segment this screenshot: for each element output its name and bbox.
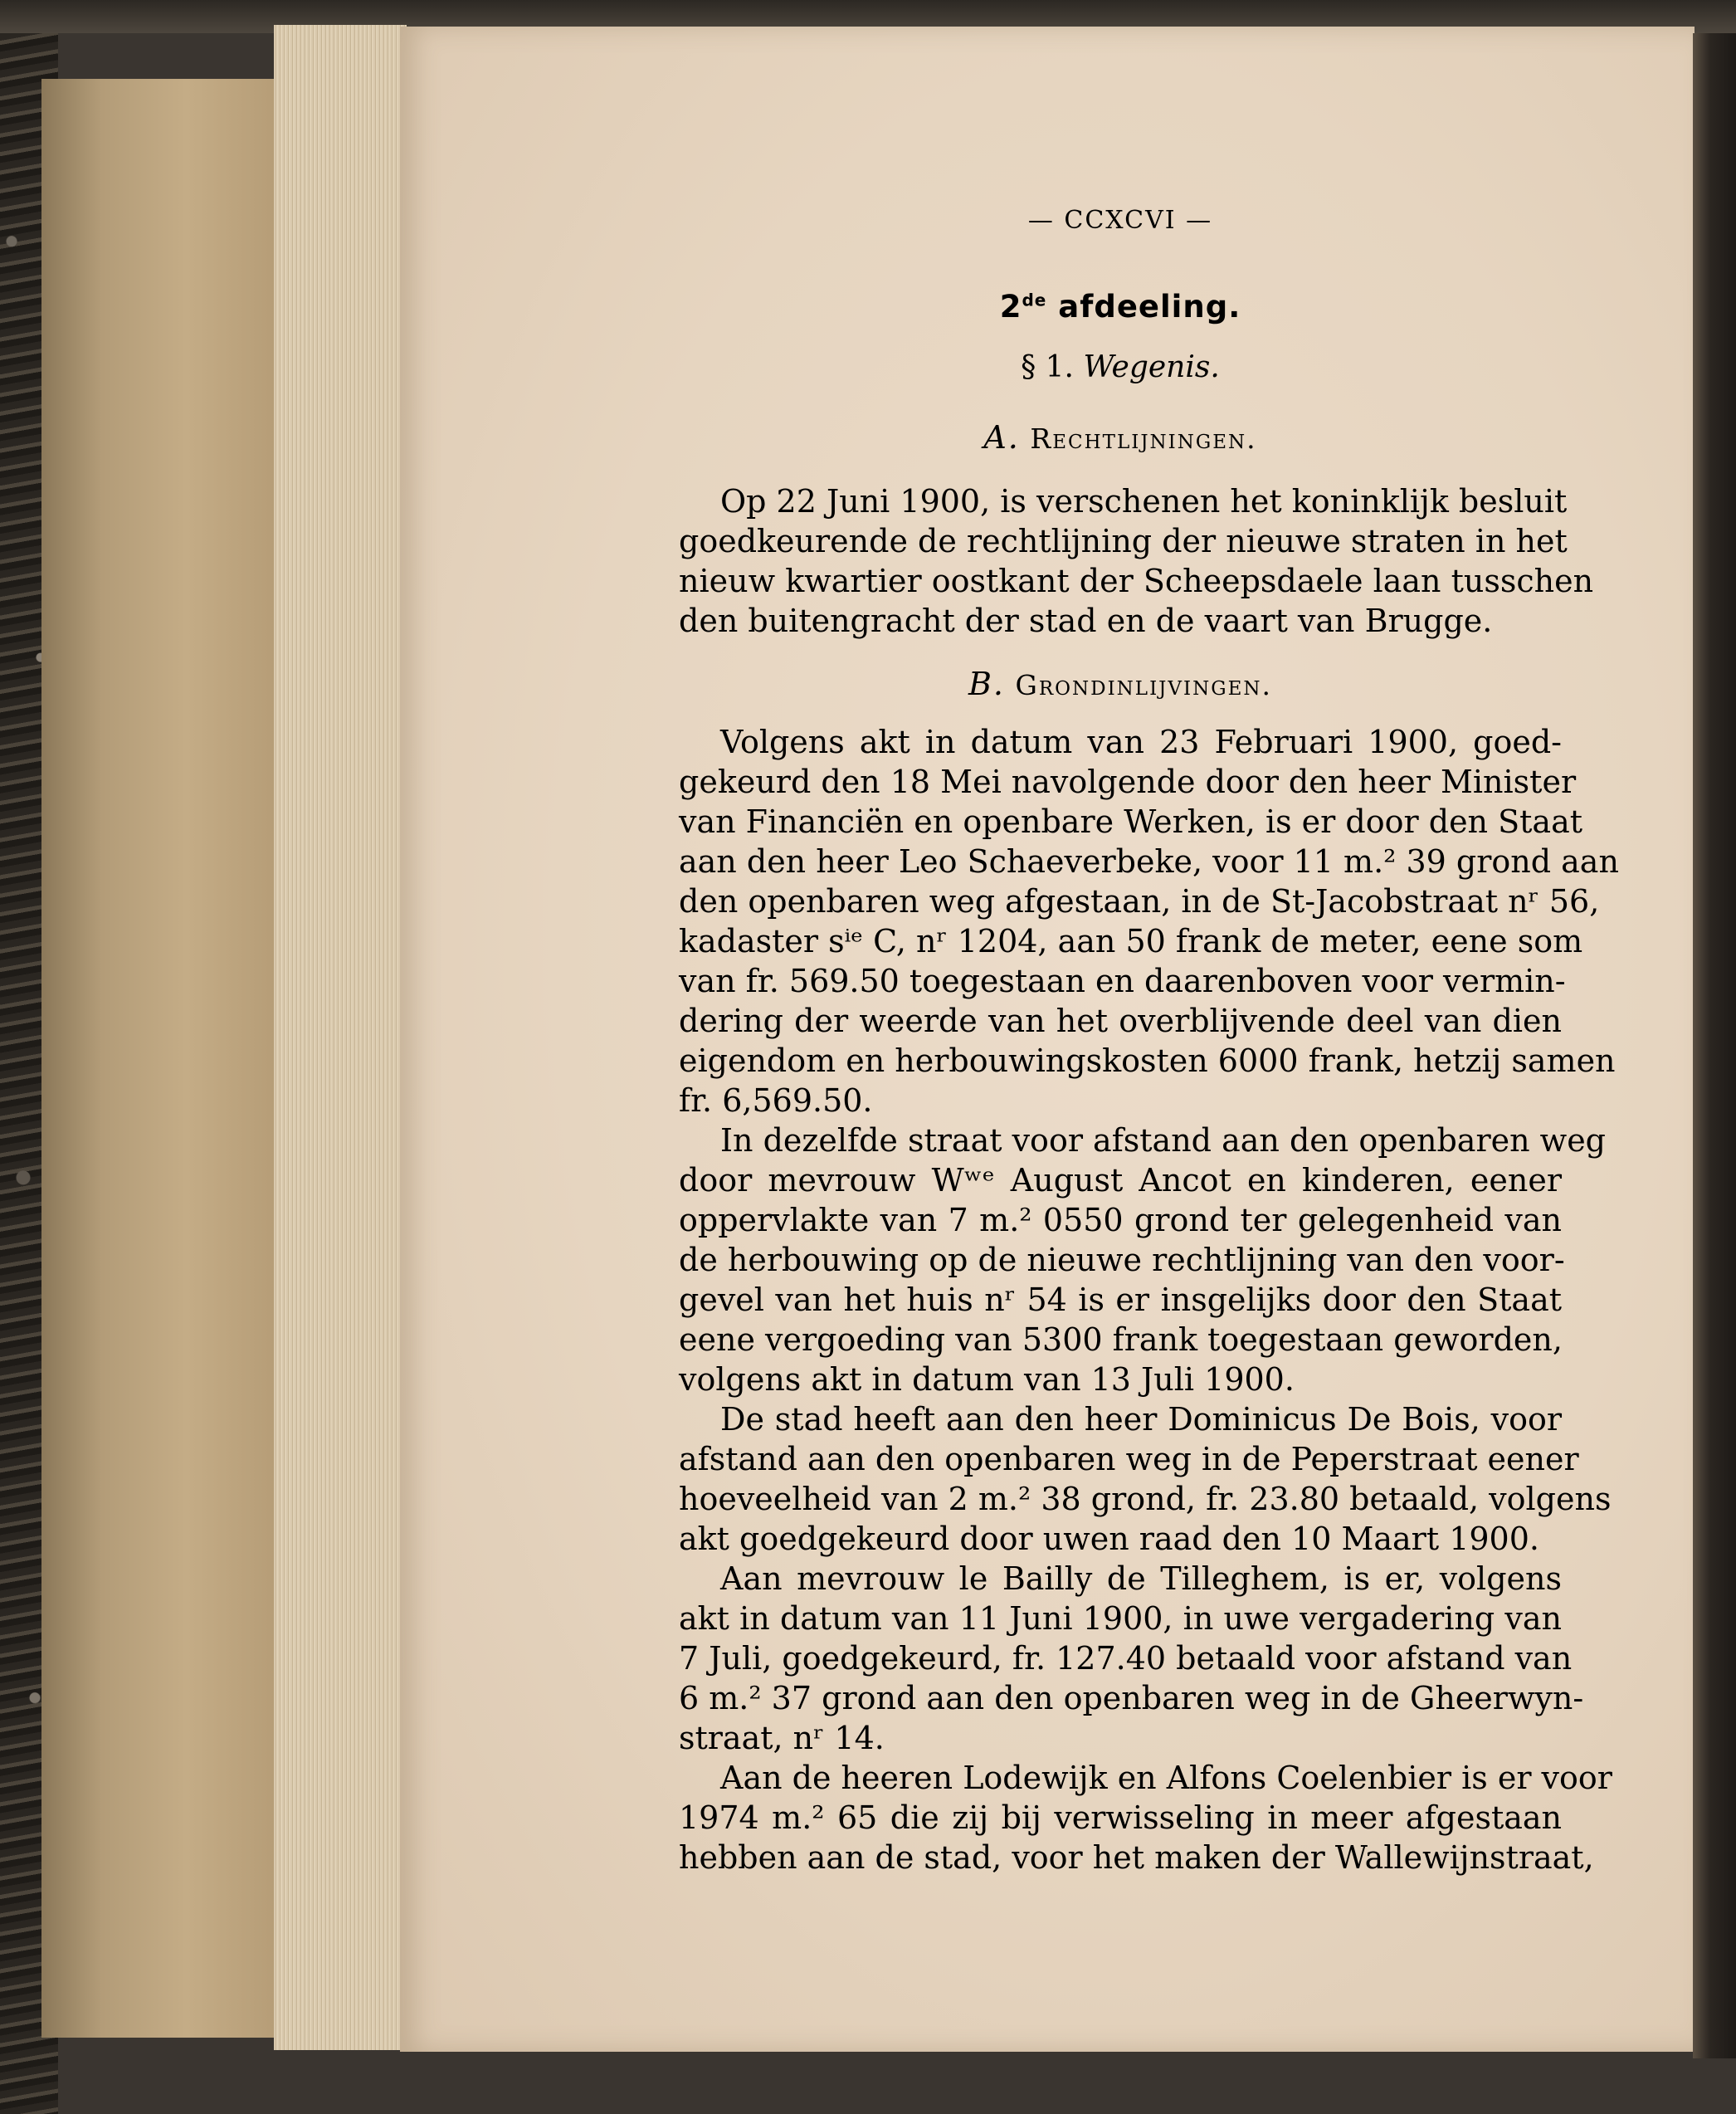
paragraph-3: [679, 1120, 1607, 1399]
heading-b-letter: B.: [968, 666, 1005, 702]
text-line: gevel van het huis nʳ 54 is er insgelijks door den Staat: [679, 1282, 1562, 1318]
text-line: 1974 m.² 65 die zij bij verwisseling in meer afgestaan: [679, 1799, 1562, 1836]
text-line: den openbaren weg afgestaan, in de St-Jacobstraat nʳ 56,: [679, 883, 1600, 920]
heading-a-text: Rechtlijningen.: [1030, 422, 1257, 455]
text-line: fr. 6,569.50.: [679, 1082, 873, 1119]
section-title: [679, 289, 1562, 325]
book-gutter: [1693, 33, 1736, 2058]
text-line: door mevrouw Wʷᵉ August Ancot en kinderen, eener: [679, 1162, 1562, 1199]
text-line: De stad heeft aan den heer Dominicus De Bois, voor: [720, 1401, 1562, 1438]
text-line: akt goedgekeurd door uwen raad den 10 Maart 1900.: [679, 1521, 1539, 1557]
text-line: eene vergoeding van 5300 frank toegestaan geworden,: [679, 1321, 1563, 1358]
book-spine-edge: [41, 79, 282, 2038]
text-line: goedkeurende de rechtlijning der nieuwe straten in het: [679, 523, 1568, 559]
text-line: oppervlakte van 7 m.² 0550 grond ter gelegenheid van: [679, 1202, 1562, 1238]
section-title-superscript: de: [1022, 290, 1047, 310]
text-line: 7 Juli, goedgekeurd, fr. 127.40 betaald voor afstand van: [679, 1640, 1573, 1677]
heading-a: [679, 419, 1562, 456]
text-line: dering der weerde van het overblijvende deel van dien: [679, 1003, 1562, 1039]
paragraph-6: [679, 1758, 1612, 1877]
text-line: den buitengracht der stad en de vaart van Brugge.: [679, 603, 1493, 639]
text-line: In dezelfde straat voor afstand aan den openbaren weg: [720, 1122, 1607, 1159]
text-line: gekeurd den 18 Mei navolgende door den heer Minister: [679, 764, 1577, 800]
text-line: Op 22 Juni 1900, is verschenen het koninklijk besluit: [720, 483, 1568, 520]
text-line: straat, nʳ 14.: [679, 1720, 885, 1756]
section-title-text: afdeeling.: [1058, 289, 1241, 325]
text-line: akt in datum van 11 Juni 1900, in uwe vergadering van: [679, 1600, 1562, 1637]
heading-b: [679, 666, 1562, 702]
text-line: afstand aan den openbaren weg in de Peperstraat eener: [679, 1441, 1579, 1477]
page-stack-edge: [274, 25, 407, 2050]
running-head: — CCXCVI —: [1027, 206, 1213, 235]
heading-a-letter: A.: [983, 419, 1020, 456]
text-line: volgens akt in datum van 13 Juli 1900.: [679, 1361, 1295, 1398]
heading-b-text: Grondinlijvingen.: [1015, 669, 1272, 701]
text-line: eigendom en herbouwingskosten 6000 frank, hetzij samen: [679, 1042, 1616, 1079]
text-line: van fr. 569.50 toegestaan en daarenboven voor vermin-: [679, 963, 1566, 999]
subsection-number: § 1.: [1021, 350, 1074, 384]
subsection-title: Wegenis.: [1083, 350, 1220, 384]
section-title-number: 2: [999, 289, 1022, 325]
paragraph-1: [679, 481, 1594, 641]
text-line: 6 m.² 37 grond aan den openbaren weg in de Gheerwyn-: [679, 1680, 1584, 1716]
text-line: de herbouwing op de nieuwe rechtlijning van den voor-: [679, 1242, 1565, 1278]
text-line: aan den heer Leo Schaeverbeke, voor 11 m.² 39 grond aan: [679, 843, 1619, 880]
subsection-heading: [679, 350, 1562, 384]
text-line: van Financiën en openbare Werken, is er door den Staat: [679, 803, 1582, 840]
paragraph-2: [679, 722, 1619, 1120]
text-line: kadaster sⁱᵉ C, nʳ 1204, aan 50 frank de meter, eene som: [679, 923, 1583, 959]
text-line: nieuw kwartier oostkant der Scheepsdaele laan tusschen: [679, 563, 1594, 599]
text-line: Aan mevrouw le Bailly de Tilleghem, is er, volgens: [720, 1560, 1562, 1597]
text-line: hebben aan de stad, voor het maken der Wallewijnstraat,: [679, 1839, 1594, 1876]
paragraph-4: [679, 1399, 1612, 1559]
text-line: Aan de heeren Lodewijk en Alfons Coelenbier is er voor: [720, 1760, 1612, 1796]
text-line: Volgens akt in datum van 23 Februari 1900, goed-: [720, 724, 1562, 760]
paragraph-5: [679, 1559, 1584, 1758]
text-line: hoeveelheid van 2 m.² 38 grond, fr. 23.80 betaald, volgens: [679, 1481, 1612, 1517]
